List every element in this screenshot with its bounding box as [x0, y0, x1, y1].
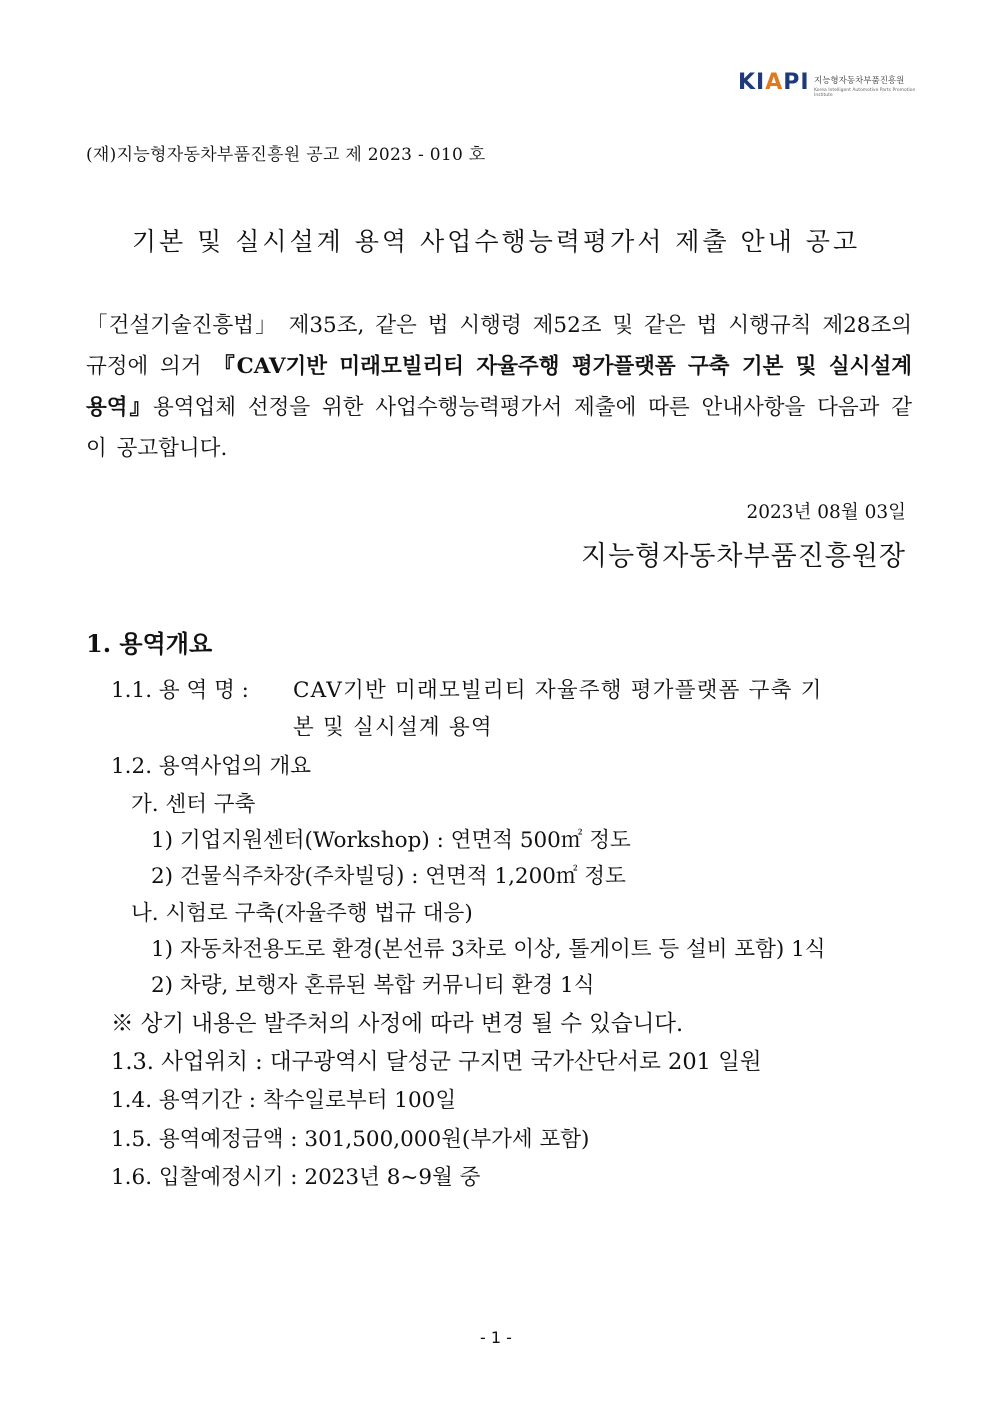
item-na: 나. 시험로 구축(자율주행 법규 대응) — [131, 901, 473, 926]
intro-text-2: 용역업체 선정을 위한 사업수행능력평가서 제출에 따른 안내사항을 다음과 같이 공고합니다. — [86, 395, 912, 461]
item-na-2: 2) 차량, 보행자 혼류된 복합 커뮤니티 환경 1식 — [151, 973, 595, 998]
institute-logo — [738, 68, 928, 102]
item-1-1-value-line2: 본 및 실시설계 용역 — [293, 715, 493, 740]
intro-text-1: 「건설기술진흥법」 제35조, 같은 법 시행령 제52조 및 같은 법 시행규칙 제28조의 규정에 의거 — [86, 313, 912, 379]
notice-number: (재)지능형자동차부품진흥원 공고 제 2023 - 010 호 — [86, 145, 486, 165]
logo-korean-name: 지능형자동차부품진흥원 — [814, 76, 905, 86]
item-ga-1: 1) 기업지원센터(Workshop) : 연면적 500㎡ 정도 — [151, 828, 631, 853]
issuer-name: 지능형자동차부품진흥원장 — [581, 541, 906, 572]
intro-paragraph — [86, 305, 912, 469]
logo-english-name: Korea Intelligent Automotive Parts Promotion Institute — [814, 88, 916, 98]
logo-mark: KIAPI — [738, 70, 810, 95]
document-title: 기본 및 실시설계 용역 사업수행능력평가서 제출 안내 공고 — [131, 227, 861, 256]
notice-note: ※ 상기 내용은 발주처의 사정에 따라 변경 될 수 있습니다. — [111, 1011, 684, 1037]
item-1-1-value-line1: CAV기반 미래모빌리티 자율주행 평가플랫폼 구축 기 — [293, 678, 823, 703]
item-ga-2: 2) 건물식주차장(주차빌딩) : 연면적 1,200㎡ 정도 — [151, 864, 626, 889]
section-heading: 1. 용역개요 — [86, 629, 213, 658]
item-1-1-label: 1.1. 용 역 명 : — [111, 678, 249, 703]
item-1-6: 1.6. 입찰예정시기 : 2023년 8~9월 중 — [111, 1165, 481, 1190]
item-1-5: 1.5. 용역예정금액 : 301,500,000원(부가세 포함) — [111, 1127, 590, 1152]
item-ga: 가. 센터 구축 — [131, 792, 256, 817]
intro-project-name: 『CAV기반 미래모빌리티 자율주행 평가플랫폼 구축 기본 및 실시설계 용역』 — [86, 354, 912, 420]
item-1-2: 1.2. 용역사업의 개요 — [111, 754, 312, 779]
item-1-4: 1.4. 용역기간 : 착수일로부터 100일 — [111, 1088, 457, 1113]
notice-date: 2023년 08월 03일 — [746, 502, 906, 523]
page-number: - 1 - — [480, 1328, 512, 1347]
item-na-1: 1) 자동차전용도로 환경(본선류 3차로 이상, 톨게이트 등 설비 포함) 1식 — [151, 937, 826, 962]
item-1-3: 1.3. 사업위치 : 대구광역시 달성군 구지면 국가산단서로 201 일원 — [111, 1049, 762, 1075]
